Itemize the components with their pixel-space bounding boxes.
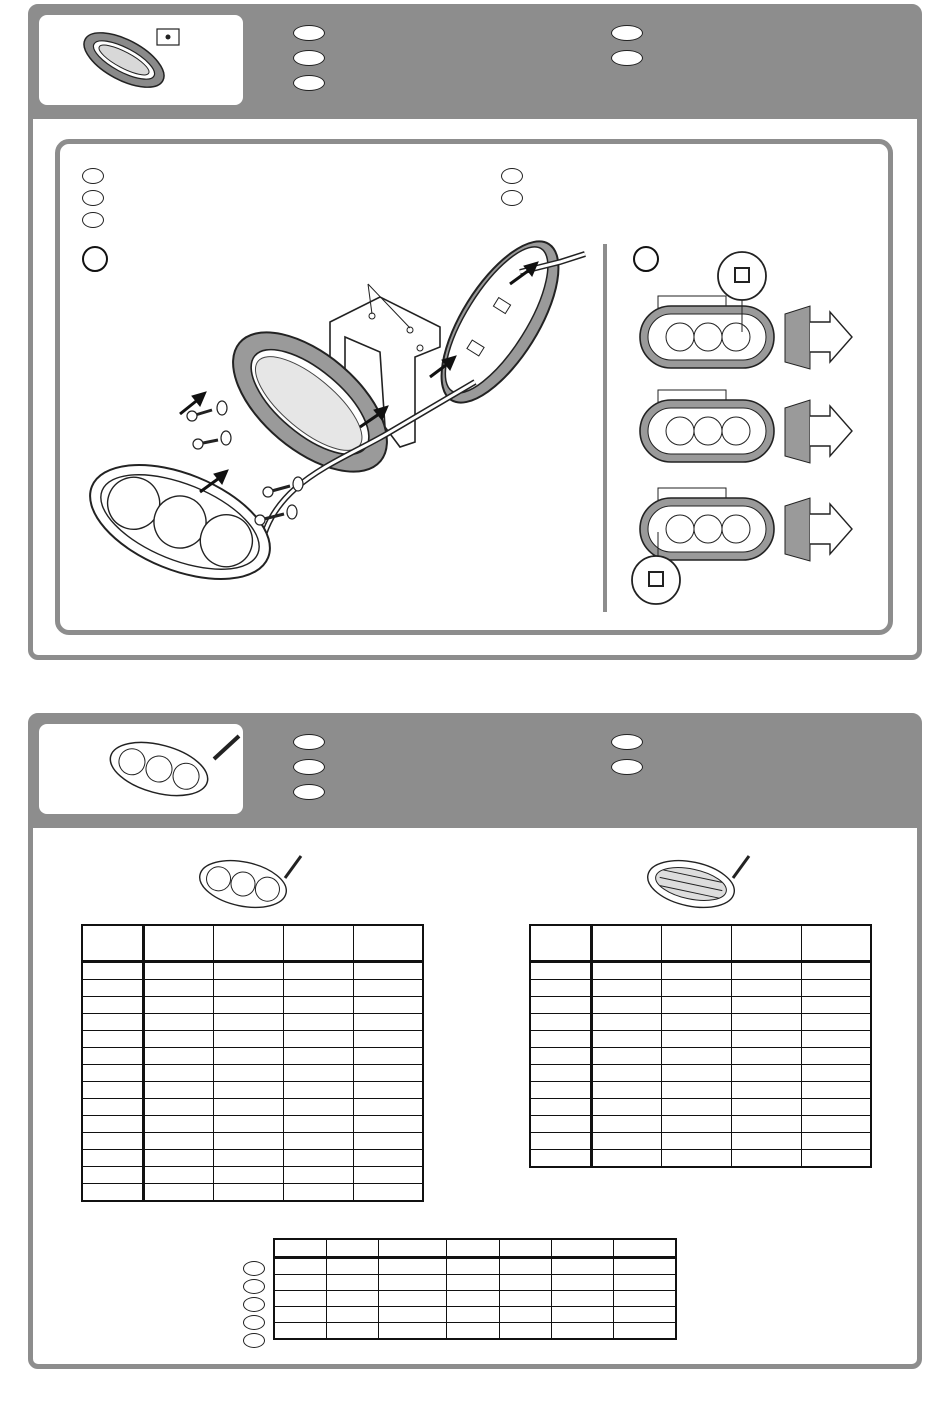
table-cell xyxy=(214,1048,284,1065)
table-cell xyxy=(144,1099,214,1116)
bottom-row-markers xyxy=(243,1261,269,1351)
table-cell xyxy=(353,1133,423,1150)
table-header-cell xyxy=(614,1239,676,1258)
table-cell xyxy=(801,1014,871,1031)
table-cell xyxy=(530,1031,592,1048)
table-cell xyxy=(592,1133,662,1150)
table-cell xyxy=(801,1099,871,1116)
table-cell xyxy=(144,1048,214,1065)
table-cell xyxy=(353,1014,423,1031)
table-cell xyxy=(614,1323,676,1340)
table-cell xyxy=(499,1275,551,1291)
table-cell xyxy=(283,1065,353,1082)
table-cell xyxy=(353,1167,423,1184)
table-cell xyxy=(144,1031,214,1048)
table-cell xyxy=(214,1031,284,1048)
table-cell xyxy=(214,1116,284,1133)
table-cell xyxy=(592,1099,662,1116)
spec-table-left xyxy=(81,924,424,1202)
lamp-thumbnail xyxy=(39,724,243,814)
table-header-cell xyxy=(214,925,284,962)
language-badge xyxy=(611,50,643,66)
table-row xyxy=(530,962,871,980)
note-badge xyxy=(82,190,104,206)
table-cell xyxy=(614,1275,676,1291)
table-cell xyxy=(801,980,871,997)
table-cell xyxy=(499,1291,551,1307)
table-cell xyxy=(214,1082,284,1099)
table-cell xyxy=(614,1307,676,1323)
table-cell xyxy=(214,980,284,997)
table-cell xyxy=(530,1150,592,1168)
language-badge xyxy=(611,759,643,775)
lamp-orientation-drawing xyxy=(620,244,870,616)
table-cell xyxy=(530,1082,592,1099)
installation-header xyxy=(33,9,917,119)
lamp-model-a-image xyxy=(193,844,303,919)
table-cell xyxy=(551,1307,613,1323)
note-badge xyxy=(82,168,104,184)
table-cell xyxy=(801,1031,871,1048)
table-cell xyxy=(731,1048,801,1065)
table-header-cell xyxy=(82,925,144,962)
table-cell xyxy=(379,1258,447,1275)
table-row xyxy=(82,1116,423,1133)
language-badge xyxy=(611,25,643,41)
table-header-cell xyxy=(283,925,353,962)
table-cell xyxy=(144,1014,214,1031)
specifications-panel xyxy=(28,713,922,1369)
table-cell xyxy=(592,1116,662,1133)
table-cell xyxy=(274,1307,326,1323)
table-cell xyxy=(144,1065,214,1082)
table-cell xyxy=(801,962,871,980)
table-cell xyxy=(662,1099,732,1116)
table-cell xyxy=(592,1065,662,1082)
table-cell xyxy=(283,980,353,997)
table-cell xyxy=(283,962,353,980)
table-cell xyxy=(353,997,423,1014)
table-cell xyxy=(662,1133,732,1150)
table-cell xyxy=(144,962,214,980)
table-cell xyxy=(662,1065,732,1082)
note-badge xyxy=(501,190,523,206)
table-cell xyxy=(144,1133,214,1150)
installation-panel xyxy=(28,4,922,660)
table-cell xyxy=(82,997,144,1014)
table-cell xyxy=(731,1082,801,1099)
lamp-module-image xyxy=(39,724,243,814)
table-header-cell xyxy=(499,1239,551,1258)
table-cell xyxy=(447,1275,499,1291)
language-badge xyxy=(293,759,325,775)
table-header-cell xyxy=(144,925,214,962)
table-cell xyxy=(614,1258,676,1275)
table-header-cell xyxy=(447,1239,499,1258)
table-row xyxy=(530,1082,871,1099)
installation-steps-box xyxy=(55,139,893,635)
table-cell xyxy=(662,1014,732,1031)
language-badge xyxy=(293,50,325,66)
table-cell xyxy=(214,1167,284,1184)
table-cell xyxy=(283,1048,353,1065)
language-badge xyxy=(611,734,643,750)
table-cell xyxy=(283,1099,353,1116)
table-cell xyxy=(530,997,592,1014)
table-cell xyxy=(353,1099,423,1116)
table-cell xyxy=(326,1307,378,1323)
spec-table-right xyxy=(529,924,872,1168)
table-cell xyxy=(353,980,423,997)
table-cell xyxy=(447,1307,499,1323)
table-row xyxy=(82,962,423,980)
table-row xyxy=(530,980,871,997)
table-cell xyxy=(379,1323,447,1340)
table-cell xyxy=(530,1116,592,1133)
table-row xyxy=(530,997,871,1014)
table-row xyxy=(274,1323,676,1340)
table-cell xyxy=(530,1014,592,1031)
table-row xyxy=(530,1014,871,1031)
table-row xyxy=(82,1082,423,1099)
table-cell xyxy=(144,1184,214,1202)
table-cell xyxy=(731,962,801,980)
table-row xyxy=(530,1031,871,1048)
table-cell xyxy=(801,1065,871,1082)
table-header-cell xyxy=(274,1239,326,1258)
table-cell xyxy=(447,1291,499,1307)
table-cell xyxy=(283,1031,353,1048)
table-cell xyxy=(82,962,144,980)
table-cell xyxy=(592,997,662,1014)
row-marker xyxy=(243,1315,265,1330)
table-cell xyxy=(274,1323,326,1340)
table-cell xyxy=(731,997,801,1014)
language-badge xyxy=(293,25,325,41)
table-row xyxy=(82,1014,423,1031)
table-row xyxy=(82,980,423,997)
table-cell xyxy=(214,997,284,1014)
table-cell xyxy=(801,997,871,1014)
table-header-cell xyxy=(353,925,423,962)
table-cell xyxy=(499,1258,551,1275)
table-cell xyxy=(731,1031,801,1048)
row-marker xyxy=(243,1261,265,1276)
table-cell xyxy=(214,1099,284,1116)
table-cell xyxy=(801,1048,871,1065)
table-cell xyxy=(82,980,144,997)
table-cell xyxy=(326,1275,378,1291)
table-cell xyxy=(283,1167,353,1184)
spec-table-bottom xyxy=(273,1238,677,1340)
table-cell xyxy=(274,1291,326,1307)
table-cell xyxy=(551,1258,613,1275)
table-cell xyxy=(592,962,662,980)
table-cell xyxy=(82,1133,144,1150)
table-cell xyxy=(283,1116,353,1133)
table-cell xyxy=(592,980,662,997)
language-badge xyxy=(293,784,325,800)
table-cell xyxy=(447,1323,499,1340)
table-cell xyxy=(530,1065,592,1082)
note-badge xyxy=(501,168,523,184)
table-cell xyxy=(731,1150,801,1168)
table-row xyxy=(82,1133,423,1150)
table-cell xyxy=(82,1116,144,1133)
table-cell xyxy=(499,1307,551,1323)
table-cell xyxy=(662,1031,732,1048)
table-row xyxy=(530,1048,871,1065)
table-cell xyxy=(662,997,732,1014)
table-header-cell xyxy=(551,1239,613,1258)
table-cell xyxy=(274,1275,326,1291)
table-cell xyxy=(551,1323,613,1340)
table-cell xyxy=(214,1133,284,1150)
table-cell xyxy=(731,980,801,997)
table-cell xyxy=(144,1167,214,1184)
table-cell xyxy=(379,1275,447,1291)
table-cell xyxy=(801,1116,871,1133)
table-cell xyxy=(144,1082,214,1099)
lamp-model-b-image xyxy=(641,844,751,919)
table-cell xyxy=(353,1031,423,1048)
table-cell xyxy=(662,1116,732,1133)
table-cell xyxy=(214,1150,284,1167)
table-row xyxy=(82,1031,423,1048)
table-header-cell xyxy=(326,1239,378,1258)
table-cell xyxy=(662,980,732,997)
table-row xyxy=(82,1099,423,1116)
table-row xyxy=(274,1258,676,1275)
table-header-cell xyxy=(801,925,871,962)
table-cell xyxy=(353,962,423,980)
table-cell xyxy=(274,1258,326,1275)
table-cell xyxy=(214,1065,284,1082)
table-row xyxy=(82,997,423,1014)
table-cell xyxy=(530,1133,592,1150)
table-cell xyxy=(662,962,732,980)
table-cell xyxy=(283,1133,353,1150)
table-row xyxy=(82,1150,423,1167)
table-cell xyxy=(353,1048,423,1065)
table-cell xyxy=(353,1082,423,1099)
table-cell xyxy=(326,1323,378,1340)
row-marker xyxy=(243,1279,265,1294)
table-cell xyxy=(592,1048,662,1065)
table-row xyxy=(82,1184,423,1202)
table-cell xyxy=(530,980,592,997)
table-cell xyxy=(379,1307,447,1323)
table-cell xyxy=(326,1291,378,1307)
note-badge xyxy=(82,212,104,228)
table-header-cell xyxy=(530,925,592,962)
table-cell xyxy=(592,1014,662,1031)
table-cell xyxy=(144,1150,214,1167)
table-cell xyxy=(379,1291,447,1307)
table-header-cell xyxy=(592,925,662,962)
table-cell xyxy=(82,1099,144,1116)
table-cell xyxy=(326,1258,378,1275)
table-cell xyxy=(214,1184,284,1202)
table-cell xyxy=(214,1014,284,1031)
table-header-cell xyxy=(662,925,732,962)
table-cell xyxy=(731,1116,801,1133)
table-cell xyxy=(592,1150,662,1168)
table-cell xyxy=(353,1184,423,1202)
table-cell xyxy=(801,1082,871,1099)
table-cell xyxy=(82,1065,144,1082)
table-cell xyxy=(283,1082,353,1099)
table-cell xyxy=(353,1065,423,1082)
table-cell xyxy=(530,1099,592,1116)
table-cell xyxy=(551,1291,613,1307)
grommet-mount-image xyxy=(39,15,243,105)
table-row xyxy=(82,1167,423,1184)
table-cell xyxy=(82,1184,144,1202)
table-cell xyxy=(447,1258,499,1275)
table-cell xyxy=(662,1150,732,1168)
table-cell xyxy=(592,1031,662,1048)
table-row xyxy=(82,1048,423,1065)
table-cell xyxy=(82,1150,144,1167)
table-row xyxy=(530,1150,871,1168)
table-cell xyxy=(82,1167,144,1184)
grommet-thumbnail xyxy=(39,15,243,105)
table-cell xyxy=(144,1116,214,1133)
table-cell xyxy=(731,1065,801,1082)
table-row xyxy=(274,1275,676,1291)
specifications-header xyxy=(33,718,917,828)
row-marker xyxy=(243,1297,265,1312)
table-cell xyxy=(144,980,214,997)
table-row xyxy=(530,1065,871,1082)
table-cell xyxy=(82,1048,144,1065)
table-cell xyxy=(530,962,592,980)
table-cell xyxy=(731,1014,801,1031)
exploded-assembly-drawing xyxy=(80,232,610,622)
table-row xyxy=(274,1291,676,1307)
table-cell xyxy=(214,962,284,980)
table-row xyxy=(82,1065,423,1082)
table-row xyxy=(274,1307,676,1323)
table-cell xyxy=(731,1099,801,1116)
table-cell xyxy=(551,1275,613,1291)
table-cell xyxy=(144,997,214,1014)
table-cell xyxy=(283,1014,353,1031)
table-cell xyxy=(662,1082,732,1099)
table-row xyxy=(530,1099,871,1116)
language-badge xyxy=(293,75,325,91)
table-cell xyxy=(592,1082,662,1099)
table-cell xyxy=(530,1048,592,1065)
table-header-cell xyxy=(379,1239,447,1258)
table-cell xyxy=(82,1031,144,1048)
table-cell xyxy=(662,1048,732,1065)
table-cell xyxy=(82,1014,144,1031)
row-marker xyxy=(243,1333,265,1348)
table-cell xyxy=(82,1082,144,1099)
table-cell xyxy=(283,1184,353,1202)
table-header-cell xyxy=(731,925,801,962)
table-cell xyxy=(731,1133,801,1150)
table-cell xyxy=(283,1150,353,1167)
table-cell xyxy=(283,997,353,1014)
table-row xyxy=(530,1133,871,1150)
table-row xyxy=(530,1116,871,1133)
table-cell xyxy=(801,1133,871,1150)
table-cell xyxy=(801,1150,871,1168)
table-cell xyxy=(353,1150,423,1167)
table-cell xyxy=(614,1291,676,1307)
table-cell xyxy=(499,1323,551,1340)
language-badge xyxy=(293,734,325,750)
table-cell xyxy=(353,1116,423,1133)
